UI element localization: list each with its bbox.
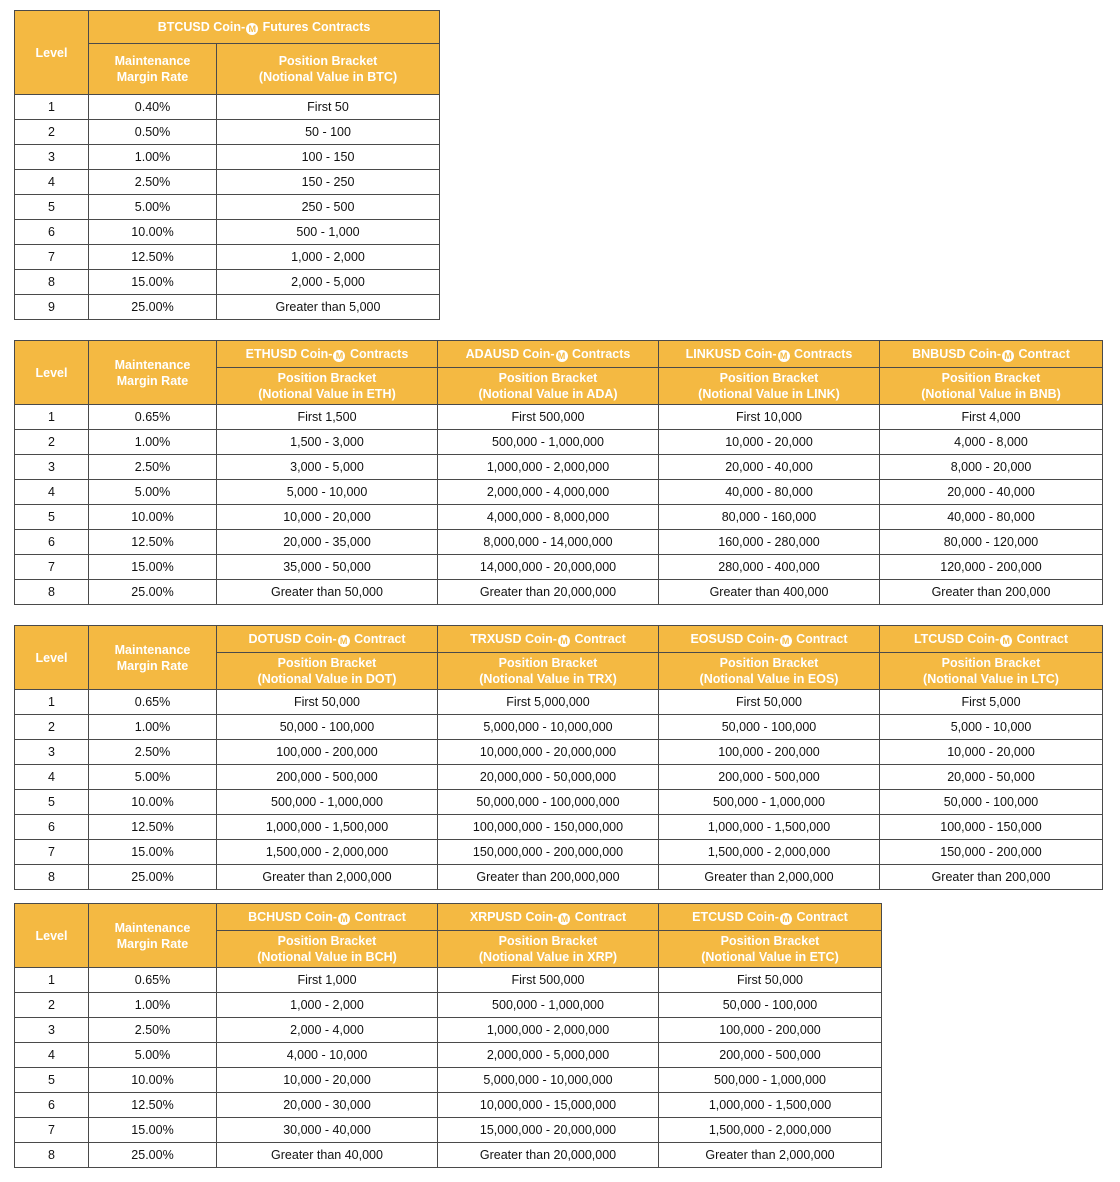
level-cell: 5 [15,195,89,220]
table-row [15,580,1103,605]
margin-rate-cell: 12.50% [89,530,217,555]
bracket-cell: 500,000 - 1,000,000 [438,430,659,455]
level-cell: 2 [15,430,89,455]
table-row [15,815,1103,840]
coin-m-icon: M [338,913,350,925]
bracket-cell: 1,500,000 - 2,000,000 [659,840,880,865]
bracket-cell: 20,000 - 40,000 [659,455,880,480]
contract-title: BCHUSD Coin- M Contract [217,904,438,931]
bracket-cell: Greater than 2,000,000 [659,865,880,890]
level-cell: 4 [15,765,89,790]
table-row [15,405,1103,430]
contract-title: LINKUSD Coin- M Contracts [659,341,880,368]
bracket-cell: 80,000 - 120,000 [880,530,1103,555]
table-row [15,1143,882,1168]
level-cell: 4 [15,170,89,195]
table-row [15,1043,882,1068]
level-cell: 5 [15,1068,89,1093]
table-row [15,220,440,245]
maintenance-margin-rate-header: Maintenance Margin Rate [89,904,217,968]
coin-m-icon: M [778,350,790,362]
bracket-cell: 150 - 250 [217,170,440,195]
level-cell: 6 [15,220,89,245]
table-row [15,993,882,1018]
bracket-cell: 10,000 - 20,000 [659,430,880,455]
bracket-cell: First 5,000,000 [438,690,659,715]
level-cell: 3 [15,1018,89,1043]
position-bracket-header: Position Bracket (Notional Value in TRX) [438,653,659,690]
bracket-cell: 1,000,000 - 1,500,000 [659,1093,882,1118]
bracket-cell: 2,000 - 5,000 [217,270,440,295]
bracket-cell: First 10,000 [659,405,880,430]
level-cell: 5 [15,790,89,815]
margin-rate-cell: 1.00% [89,993,217,1018]
level-cell: 6 [15,815,89,840]
bracket-cell: 160,000 - 280,000 [659,530,880,555]
bracket-cell: 14,000,000 - 20,000,000 [438,555,659,580]
level-cell: 6 [15,1093,89,1118]
margin-rate-cell: 25.00% [89,865,217,890]
bracket-cell: 80,000 - 160,000 [659,505,880,530]
bracket-cell: 2,000,000 - 5,000,000 [438,1043,659,1068]
bracket-cell: 50,000 - 100,000 [659,715,880,740]
maintenance-margin-rate-header: Maintenance Margin Rate [89,44,217,95]
position-bracket-header: Position Bracket (Notional Value in BCH) [217,931,438,968]
coin-m-icon: M [1002,350,1014,362]
contract-title: XRPUSD Coin- M Contract [438,904,659,931]
table-row [15,505,1103,530]
table-row [15,1068,882,1093]
margin-rate-cell: 5.00% [89,1043,217,1068]
position-bracket-header: Position Bracket (Notional Value in BTC) [217,44,440,95]
table-row [15,430,1103,455]
margin-rate-cell: 1.00% [89,145,217,170]
bracket-cell: First 1,000 [217,968,438,993]
bracket-cell: First 4,000 [880,405,1103,430]
contract-title: ETHUSD Coin- M Contracts [217,341,438,368]
level-cell: 2 [15,993,89,1018]
level-cell: 8 [15,270,89,295]
bracket-cell: 250 - 500 [217,195,440,220]
bracket-cell: Greater than 200,000 [880,865,1103,890]
bracket-cell: Greater than 20,000,000 [438,580,659,605]
margin-rate-cell: 10.00% [89,1068,217,1093]
bch-xrp-etc-margin-table [14,903,882,1168]
bracket-cell: 2,000 - 4,000 [217,1018,438,1043]
maintenance-margin-rate-header: Maintenance Margin Rate [89,626,217,690]
table-row [15,530,1103,555]
margin-rate-cell: 15.00% [89,555,217,580]
table-row [15,555,1103,580]
bracket-cell: First 50,000 [659,690,880,715]
margin-rate-cell: 1.00% [89,715,217,740]
level-cell: 4 [15,480,89,505]
margin-rate-cell: 2.50% [89,170,217,195]
position-bracket-header: Position Bracket (Notional Value in ADA) [438,368,659,405]
bracket-cell: 8,000,000 - 14,000,000 [438,530,659,555]
btcusd-margin-table [14,10,440,320]
table-row [15,790,1103,815]
bracket-cell: 280,000 - 400,000 [659,555,880,580]
position-bracket-header: Position Bracket (Notional Value in XRP) [438,931,659,968]
eth-ada-link-bnb-margin-table [14,340,1103,605]
level-cell: 7 [15,555,89,580]
table-row [15,1118,882,1143]
table-row [15,270,440,295]
bracket-cell: 500,000 - 1,000,000 [438,993,659,1018]
coin-m-icon: M [780,635,792,647]
bracket-cell: Greater than 20,000,000 [438,1143,659,1168]
bracket-cell: First 500,000 [438,405,659,430]
coin-m-icon: M [1000,635,1012,647]
margin-rate-cell: 2.50% [89,455,217,480]
level-cell: 9 [15,295,89,320]
bracket-cell: 100,000 - 200,000 [217,740,438,765]
level-header: Level [15,904,89,968]
margin-rate-cell: 0.40% [89,95,217,120]
bracket-cell: 500,000 - 1,000,000 [217,790,438,815]
bracket-cell: 50 - 100 [217,120,440,145]
bracket-cell: Greater than 50,000 [217,580,438,605]
table-row [15,740,1103,765]
contract-title: BNBUSD Coin- M Contract [880,341,1103,368]
table-row [15,245,440,270]
table-row [15,765,1103,790]
bracket-cell: 35,000 - 50,000 [217,555,438,580]
table-row [15,865,1103,890]
bracket-cell: 50,000 - 100,000 [217,715,438,740]
position-bracket-header: Position Bracket (Notional Value in DOT) [217,653,438,690]
level-cell: 3 [15,145,89,170]
bracket-cell: 50,000 - 100,000 [659,993,882,1018]
level-cell: 7 [15,1118,89,1143]
bracket-cell: 10,000,000 - 15,000,000 [438,1093,659,1118]
level-cell: 1 [15,95,89,120]
table-row [15,1093,882,1118]
margin-rate-cell: 2.50% [89,1018,217,1043]
level-cell: 8 [15,1143,89,1168]
bracket-cell: 150,000 - 200,000 [880,840,1103,865]
table-row [15,1018,882,1043]
level-cell: 5 [15,505,89,530]
level-cell: 2 [15,715,89,740]
margin-rate-cell: 25.00% [89,580,217,605]
bracket-cell: 40,000 - 80,000 [659,480,880,505]
bracket-cell: 20,000 - 35,000 [217,530,438,555]
bracket-cell: 40,000 - 80,000 [880,505,1103,530]
bracket-cell: 200,000 - 500,000 [217,765,438,790]
bracket-cell: Greater than 5,000 [217,295,440,320]
level-cell: 6 [15,530,89,555]
bracket-cell: Greater than 200,000,000 [438,865,659,890]
bracket-cell: 5,000 - 10,000 [880,715,1103,740]
bracket-cell: First 50 [217,95,440,120]
bracket-cell: 5,000,000 - 10,000,000 [438,1068,659,1093]
table-row [15,120,440,145]
bracket-cell: 100,000 - 150,000 [880,815,1103,840]
bracket-cell: 1,000,000 - 1,500,000 [217,815,438,840]
margin-rate-cell: 0.65% [89,405,217,430]
bracket-cell: 120,000 - 200,000 [880,555,1103,580]
bracket-cell: First 5,000 [880,690,1103,715]
table-row [15,145,440,170]
bracket-cell: 4,000,000 - 8,000,000 [438,505,659,530]
level-header: Level [15,11,89,95]
margin-rate-cell: 5.00% [89,480,217,505]
level-cell: 1 [15,405,89,430]
bracket-cell: 4,000 - 8,000 [880,430,1103,455]
coin-m-icon: M [338,635,350,647]
bracket-cell: 500 - 1,000 [217,220,440,245]
table-row [15,95,440,120]
level-cell: 3 [15,455,89,480]
level-cell: 2 [15,120,89,145]
coin-m-icon: M [246,23,258,35]
bracket-cell: 30,000 - 40,000 [217,1118,438,1143]
table-row [15,968,882,993]
level-cell: 1 [15,968,89,993]
bracket-cell: Greater than 200,000 [880,580,1103,605]
margin-rate-cell: 0.65% [89,968,217,993]
bracket-cell: Greater than 2,000,000 [659,1143,882,1168]
bracket-cell: 10,000,000 - 20,000,000 [438,740,659,765]
bracket-cell: 500,000 - 1,000,000 [659,790,880,815]
margin-rate-cell: 10.00% [89,505,217,530]
bracket-cell: 4,000 - 10,000 [217,1043,438,1068]
bracket-cell: 1,000 - 2,000 [217,993,438,1018]
position-bracket-header: Position Bracket (Notional Value in EOS) [659,653,880,690]
bracket-cell: 1,500,000 - 2,000,000 [217,840,438,865]
bracket-cell: 10,000 - 20,000 [217,505,438,530]
table-row [15,455,1103,480]
margin-rate-cell: 12.50% [89,815,217,840]
level-cell: 8 [15,865,89,890]
bracket-cell: 100,000 - 200,000 [659,740,880,765]
position-bracket-header: Position Bracket (Notional Value in LTC) [880,653,1103,690]
level-header: Level [15,626,89,690]
coin-m-icon: M [556,350,568,362]
bracket-cell: 1,000 - 2,000 [217,245,440,270]
coin-m-icon: M [780,913,792,925]
contract-title: ETCUSD Coin- M Contract [659,904,882,931]
bracket-cell: Greater than 40,000 [217,1143,438,1168]
coin-m-icon: M [558,635,570,647]
bracket-cell: 20,000 - 50,000 [880,765,1103,790]
margin-rate-cell: 25.00% [89,295,217,320]
margin-rate-cell: 1.00% [89,430,217,455]
bracket-cell: 20,000 - 40,000 [880,480,1103,505]
maintenance-margin-rate-header: Maintenance Margin Rate [89,341,217,405]
bracket-cell: First 50,000 [659,968,882,993]
bracket-cell: 1,500 - 3,000 [217,430,438,455]
contract-title: TRXUSD Coin- M Contract [438,626,659,653]
level-cell: 4 [15,1043,89,1068]
bracket-cell: 20,000 - 30,000 [217,1093,438,1118]
margin-rate-cell: 15.00% [89,270,217,295]
table-row [15,715,1103,740]
dot-trx-eos-ltc-margin-table [14,625,1103,890]
bracket-cell: 200,000 - 500,000 [659,765,880,790]
bracket-cell: 50,000,000 - 100,000,000 [438,790,659,815]
table-row [15,170,440,195]
table-row [15,480,1103,505]
bracket-cell: 5,000,000 - 10,000,000 [438,715,659,740]
bracket-cell: 1,000,000 - 1,500,000 [659,815,880,840]
bracket-cell: 10,000 - 20,000 [217,1068,438,1093]
bracket-cell: 2,000,000 - 4,000,000 [438,480,659,505]
bracket-cell: 50,000 - 100,000 [880,790,1103,815]
bracket-cell: 3,000 - 5,000 [217,455,438,480]
contract-title: EOSUSD Coin- M Contract [659,626,880,653]
margin-rate-cell: 0.50% [89,120,217,145]
bracket-cell: 15,000,000 - 20,000,000 [438,1118,659,1143]
level-cell: 8 [15,580,89,605]
bracket-cell: 200,000 - 500,000 [659,1043,882,1068]
margin-rate-cell: 15.00% [89,840,217,865]
bracket-cell: 100 - 150 [217,145,440,170]
coin-m-icon: M [333,350,345,362]
table-row [15,690,1103,715]
bracket-cell: First 1,500 [217,405,438,430]
margin-rate-cell: 5.00% [89,765,217,790]
margin-rate-cell: 12.50% [89,245,217,270]
table-row [15,195,440,220]
contract-title: DOTUSD Coin- M Contract [217,626,438,653]
bracket-cell: First 50,000 [217,690,438,715]
table-row [15,295,440,320]
bracket-cell: 10,000 - 20,000 [880,740,1103,765]
bracket-cell: 1,000,000 - 2,000,000 [438,1018,659,1043]
bracket-cell: 5,000 - 10,000 [217,480,438,505]
margin-rate-cell: 25.00% [89,1143,217,1168]
bracket-cell: 20,000,000 - 50,000,000 [438,765,659,790]
bracket-cell: 150,000,000 - 200,000,000 [438,840,659,865]
bracket-cell: First 500,000 [438,968,659,993]
margin-rate-cell: 12.50% [89,1093,217,1118]
bracket-cell: 100,000,000 - 150,000,000 [438,815,659,840]
level-cell: 7 [15,245,89,270]
position-bracket-header: Position Bracket (Notional Value in ETC) [659,931,882,968]
margin-rate-cell: 2.50% [89,740,217,765]
margin-rate-cell: 10.00% [89,790,217,815]
margin-rate-cell: 10.00% [89,220,217,245]
level-cell: 1 [15,690,89,715]
position-bracket-header: Position Bracket (Notional Value in BNB) [880,368,1103,405]
margin-rate-cell: 5.00% [89,195,217,220]
position-bracket-header: Position Bracket (Notional Value in LINK) [659,368,880,405]
margin-rate-cell: 15.00% [89,1118,217,1143]
position-bracket-header: Position Bracket (Notional Value in ETH) [217,368,438,405]
bracket-cell: 500,000 - 1,000,000 [659,1068,882,1093]
bracket-cell: 8,000 - 20,000 [880,455,1103,480]
contract-title: ADAUSD Coin- M Contracts [438,341,659,368]
bracket-cell: Greater than 400,000 [659,580,880,605]
bracket-cell: 100,000 - 200,000 [659,1018,882,1043]
bracket-cell: Greater than 2,000,000 [217,865,438,890]
contract-title: LTCUSD Coin- M Contract [880,626,1103,653]
bracket-cell: 1,000,000 - 2,000,000 [438,455,659,480]
bracket-cell: 1,500,000 - 2,000,000 [659,1118,882,1143]
coin-m-icon: M [558,913,570,925]
contract-title: BTCUSD Coin- M Futures Contracts [89,11,440,44]
level-cell: 3 [15,740,89,765]
level-header: Level [15,341,89,405]
table-row [15,840,1103,865]
level-cell: 7 [15,840,89,865]
margin-rate-cell: 0.65% [89,690,217,715]
